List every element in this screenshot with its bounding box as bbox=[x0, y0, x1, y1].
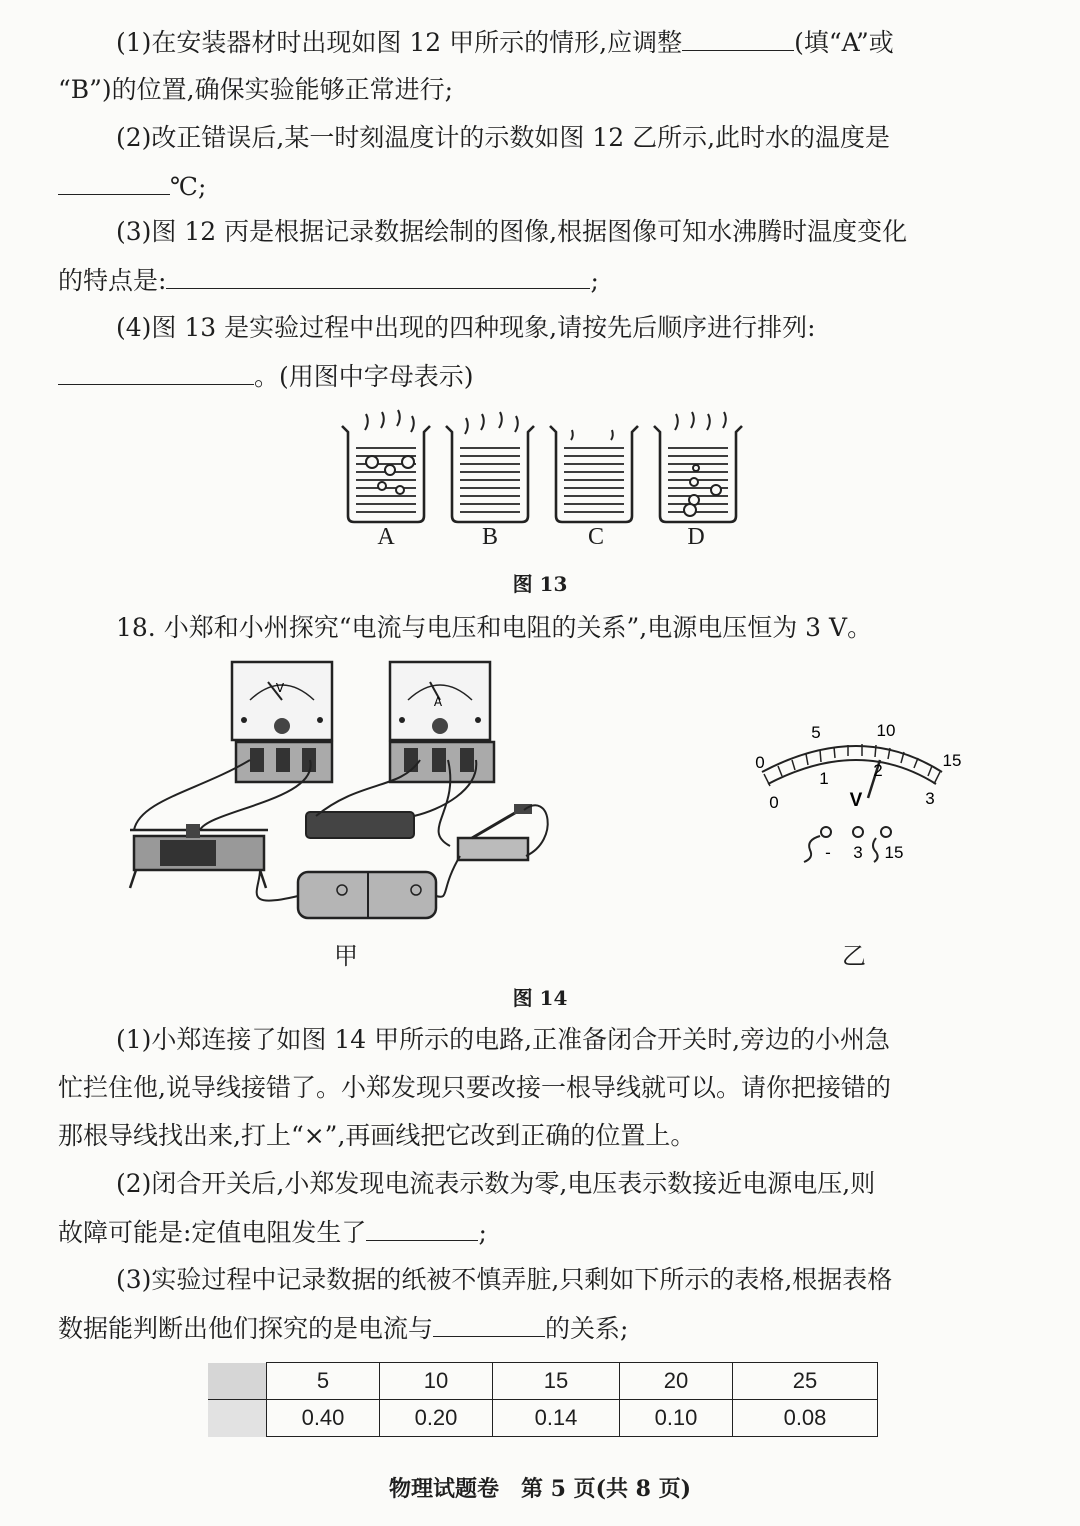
terminal-15: 15 bbox=[884, 843, 904, 862]
smudged-header-cell bbox=[208, 1400, 267, 1437]
q18-title: 18. 小郑和小州探究“电流与电压和电阻的关系”,电源电压恒为 3 V。 bbox=[116, 613, 873, 642]
smudged-header-cell bbox=[208, 1363, 267, 1400]
q18-part1-line3: 那根导线找出来,打上“×”,再画线把它改到正确的位置上。 bbox=[58, 1121, 696, 1150]
q17-part1-text-b: (填“A”或 bbox=[794, 28, 894, 57]
beaker-label-b: B bbox=[481, 524, 498, 550]
beaker-label-d: D bbox=[687, 524, 705, 550]
dial-bottom-0: 0 bbox=[769, 793, 779, 812]
q18-part3-text-a: 数据能判断出他们探究的是电流与 bbox=[58, 1314, 434, 1343]
rheostat bbox=[130, 824, 268, 888]
beaker-b bbox=[446, 412, 534, 522]
q17-part4-line2 bbox=[58, 358, 1028, 395]
ammeter-letter: A bbox=[433, 695, 443, 709]
dial-top-10: 10 bbox=[876, 721, 896, 740]
answer-blank-6[interactable] bbox=[433, 1310, 545, 1337]
q17-part2-line2 bbox=[58, 168, 1028, 205]
table-cell: 0.14 bbox=[493, 1400, 620, 1437]
figure13-caption: 图 13 bbox=[512, 572, 568, 596]
table-cell: 5 bbox=[267, 1363, 380, 1400]
q18-part2-line1: (2)闭合开关后,小郑发现电流表示数为零,电压表示数接近电源电压,则 bbox=[116, 1169, 876, 1198]
q18-part3-text-b: 的关系; bbox=[545, 1314, 629, 1343]
beaker-label-c: C bbox=[587, 524, 604, 550]
q17-part1-text-a: (1)在安装器材时出现如图 12 甲所示的情形,应调整 bbox=[116, 28, 683, 57]
q17-part2-line1: (2)改正错误后,某一时刻温度计的示数如图 12 乙所示,此时水的温度是 bbox=[116, 123, 891, 152]
q17-part3-line2 bbox=[58, 262, 1028, 299]
page-footer: 物理试题卷 第 5 页(共 8 页) bbox=[388, 1476, 692, 1502]
dial-bottom-1: 1 bbox=[819, 769, 829, 788]
dial-ticks bbox=[764, 744, 940, 786]
fixed-resistor bbox=[306, 812, 414, 838]
table-row bbox=[208, 1363, 878, 1400]
dial-top-5: 5 bbox=[811, 723, 821, 742]
dial-top-15: 15 bbox=[942, 751, 962, 770]
dial-bottom-3: 3 bbox=[925, 789, 935, 808]
voltmeter-dial bbox=[748, 716, 978, 866]
circuit-diagram bbox=[120, 660, 590, 940]
q18-part3-line2 bbox=[58, 1310, 1028, 1347]
switch bbox=[458, 804, 532, 860]
q18-part3-line1: (3)实验过程中记录数据的纸被不慎弄脏,只剩如下所示的表格,根据表格 bbox=[116, 1265, 893, 1294]
q17-part2-unit: ℃; bbox=[170, 172, 207, 201]
ammeter bbox=[390, 662, 494, 782]
voltmeter-letter: V bbox=[275, 681, 285, 695]
beaker-d bbox=[654, 412, 742, 522]
battery bbox=[298, 872, 436, 918]
table-cell: 0.10 bbox=[620, 1400, 733, 1437]
table-cell: 0.08 bbox=[733, 1400, 878, 1437]
answer-blank-5[interactable] bbox=[366, 1214, 478, 1241]
q17-part1-line2: “B”)的位置,确保实验能够正常进行; bbox=[58, 75, 454, 104]
dial-bottom-2: 2 bbox=[873, 761, 883, 780]
beakers-figure bbox=[338, 404, 758, 524]
q18-part1-line2: 忙拦住他,说导线接错了。小郑发现只要改接一根导线就可以。请你把接错的 bbox=[58, 1073, 891, 1102]
figure14-label-yi: 乙 bbox=[842, 944, 866, 970]
q18-part2-text-a: 故障可能是:定值电阻发生了 bbox=[58, 1218, 367, 1247]
answer-blank-1[interactable] bbox=[682, 24, 794, 51]
beaker-label-a: A bbox=[377, 524, 395, 550]
terminal-3: 3 bbox=[853, 843, 863, 862]
table-cell: 0.40 bbox=[267, 1400, 380, 1437]
q18-part2-line2 bbox=[58, 1214, 1028, 1251]
beaker-c bbox=[550, 426, 638, 522]
data-table bbox=[208, 1362, 878, 1437]
beaker-a bbox=[342, 410, 430, 522]
table-cell: 0.20 bbox=[380, 1400, 493, 1437]
table-cell: 15 bbox=[493, 1363, 620, 1400]
table-row bbox=[208, 1400, 878, 1437]
q17-part1-line1 bbox=[116, 24, 1080, 61]
q18-part2-text-b: ; bbox=[478, 1218, 487, 1247]
q18-part1-line1: (1)小郑连接了如图 14 甲所示的电路,正准备闭合开关时,旁边的小州急 bbox=[116, 1025, 891, 1054]
q17-part3-text-a: 的特点是: bbox=[58, 266, 167, 295]
voltmeter bbox=[232, 662, 332, 782]
answer-blank-3[interactable] bbox=[166, 262, 590, 289]
q17-part3-line1: (3)图 12 丙是根据记录数据绘制的图像,根据图像可知水沸腾时温度变化 bbox=[116, 217, 908, 246]
terminal-minus: - bbox=[825, 843, 831, 862]
q17-part4-text: 。(用图中字母表示) bbox=[254, 362, 474, 391]
q17-part3-text-b: ; bbox=[590, 266, 599, 295]
dial-unit: V bbox=[849, 790, 863, 811]
table-cell: 20 bbox=[620, 1363, 733, 1400]
table-cell: 10 bbox=[380, 1363, 493, 1400]
q17-part4-line1: (4)图 13 是实验过程中出现的四种现象,请按先后顺序进行排列: bbox=[116, 313, 816, 342]
figure14-label-jia: 甲 bbox=[334, 944, 358, 970]
table-cell: 25 bbox=[733, 1363, 878, 1400]
answer-blank-2[interactable] bbox=[58, 168, 170, 195]
answer-blank-4[interactable] bbox=[58, 358, 254, 385]
dial-top-0: 0 bbox=[755, 753, 765, 772]
figure14-caption: 图 14 bbox=[512, 986, 568, 1010]
